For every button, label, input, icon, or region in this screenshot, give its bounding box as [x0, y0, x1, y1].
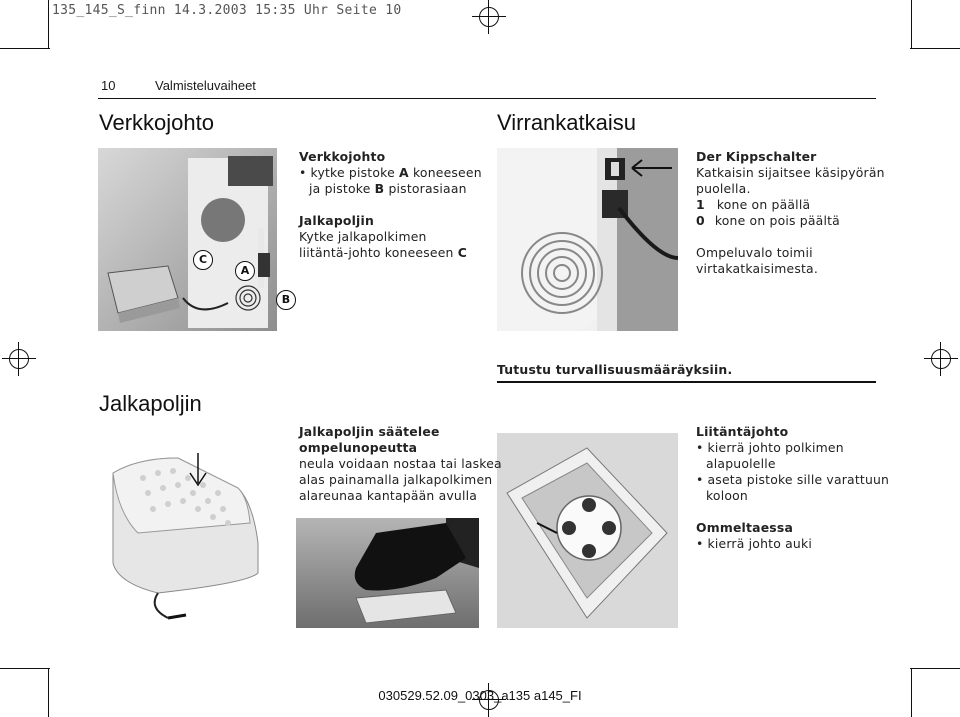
machine-power-connection-photo	[98, 148, 277, 331]
cable-step-2-cont: koloon	[706, 488, 748, 503]
pedal-speed-heading-2: ompelunopeutta	[299, 440, 418, 455]
cable-step-2: • aseta pistoke sille varattuun	[696, 472, 889, 488]
foot-on-pedal-photo	[296, 518, 479, 628]
cable-heading: Liitäntäjohto	[696, 424, 789, 439]
pedal-speed-line-3: alareunaa kantapään avulla	[299, 488, 478, 503]
power-switch-instructions	[696, 149, 885, 277]
cable-step-1-cont: alapuolelle	[706, 456, 776, 471]
switch-desc-line-2: puolella.	[696, 181, 751, 196]
section-title-power-cord: Verkkojohto	[99, 110, 214, 135]
label-b-marker: B	[276, 290, 296, 310]
section-title-power-switch: Virrankatkaisu	[497, 110, 636, 135]
page-number: 10	[101, 78, 116, 93]
switch-desc-line-1: Katkaisin sijaitsee käsipyörän	[696, 165, 885, 180]
switch-note-line-2: virtakatkaisimesta.	[696, 261, 818, 276]
pedal-speed-instructions	[299, 424, 502, 504]
foot-pedal-photo	[98, 433, 278, 628]
registration-mark	[2, 342, 36, 376]
crop-mark	[911, 0, 912, 48]
power-cord-instructions	[299, 149, 482, 261]
cable-step-1: • kierrä johto polkimen	[696, 440, 889, 456]
power-cord-step-1-cont: ja pistoke B pistorasiaan	[309, 181, 467, 196]
pedal-cable-instructions	[696, 424, 889, 552]
crop-mark	[910, 48, 960, 49]
section-title-foot-pedal: Jalkapoljin	[99, 391, 202, 416]
pedal-speed-line-1: neula voidaan nostaa tai laskea	[299, 456, 502, 471]
label-a-marker: A	[235, 261, 255, 281]
chapter-title: Valmisteluvaiheet	[155, 78, 256, 93]
label-c-marker: C	[193, 250, 213, 270]
power-switch-photo	[497, 148, 678, 331]
pedal-connect-heading: Jalkapoljin	[299, 213, 374, 228]
safety-notice: Tutustu turvallisuusmääräyksiin.	[497, 362, 733, 377]
section-rule	[497, 381, 876, 383]
print-slug-footer: 030529.52.09_0303_a135 a145_FI	[378, 688, 582, 703]
power-cord-step-1: • kytke pistoke A koneeseen	[299, 165, 482, 181]
sewing-step-1: • kierrä johto auki	[696, 536, 889, 552]
power-cord-heading: Verkkojohto	[299, 149, 386, 164]
pedal-speed-line-2: alas painamalla jalkapolkimen	[299, 472, 493, 487]
pedal-connect-line-1: Kytke jalkapolkimen	[299, 229, 427, 244]
switch-state-off: 0 kone on pois päältä	[696, 213, 840, 228]
crop-mark	[0, 668, 50, 669]
pedal-speed-heading-1: Jalkapoljin säätelee	[299, 424, 440, 439]
sewing-heading: Ommeltaessa	[696, 520, 794, 535]
switch-state-on: 1 kone on päällä	[696, 197, 811, 212]
crop-mark	[48, 0, 49, 48]
pedal-connect-line-2: liitäntä-johto koneeseen C	[299, 245, 468, 260]
crop-mark	[0, 48, 50, 49]
crop-mark	[910, 668, 960, 669]
switch-heading: Der Kippschalter	[696, 149, 817, 164]
pedal-cable-storage-photo	[497, 433, 678, 628]
header-rule	[98, 98, 876, 99]
registration-mark	[924, 342, 958, 376]
print-slug-header: 135_145_S_finn 14.3.2003 15:35 Uhr Seite 10	[52, 3, 402, 18]
registration-mark	[472, 0, 506, 34]
switch-note-line-1: Ompeluvalo toimii	[696, 245, 813, 260]
